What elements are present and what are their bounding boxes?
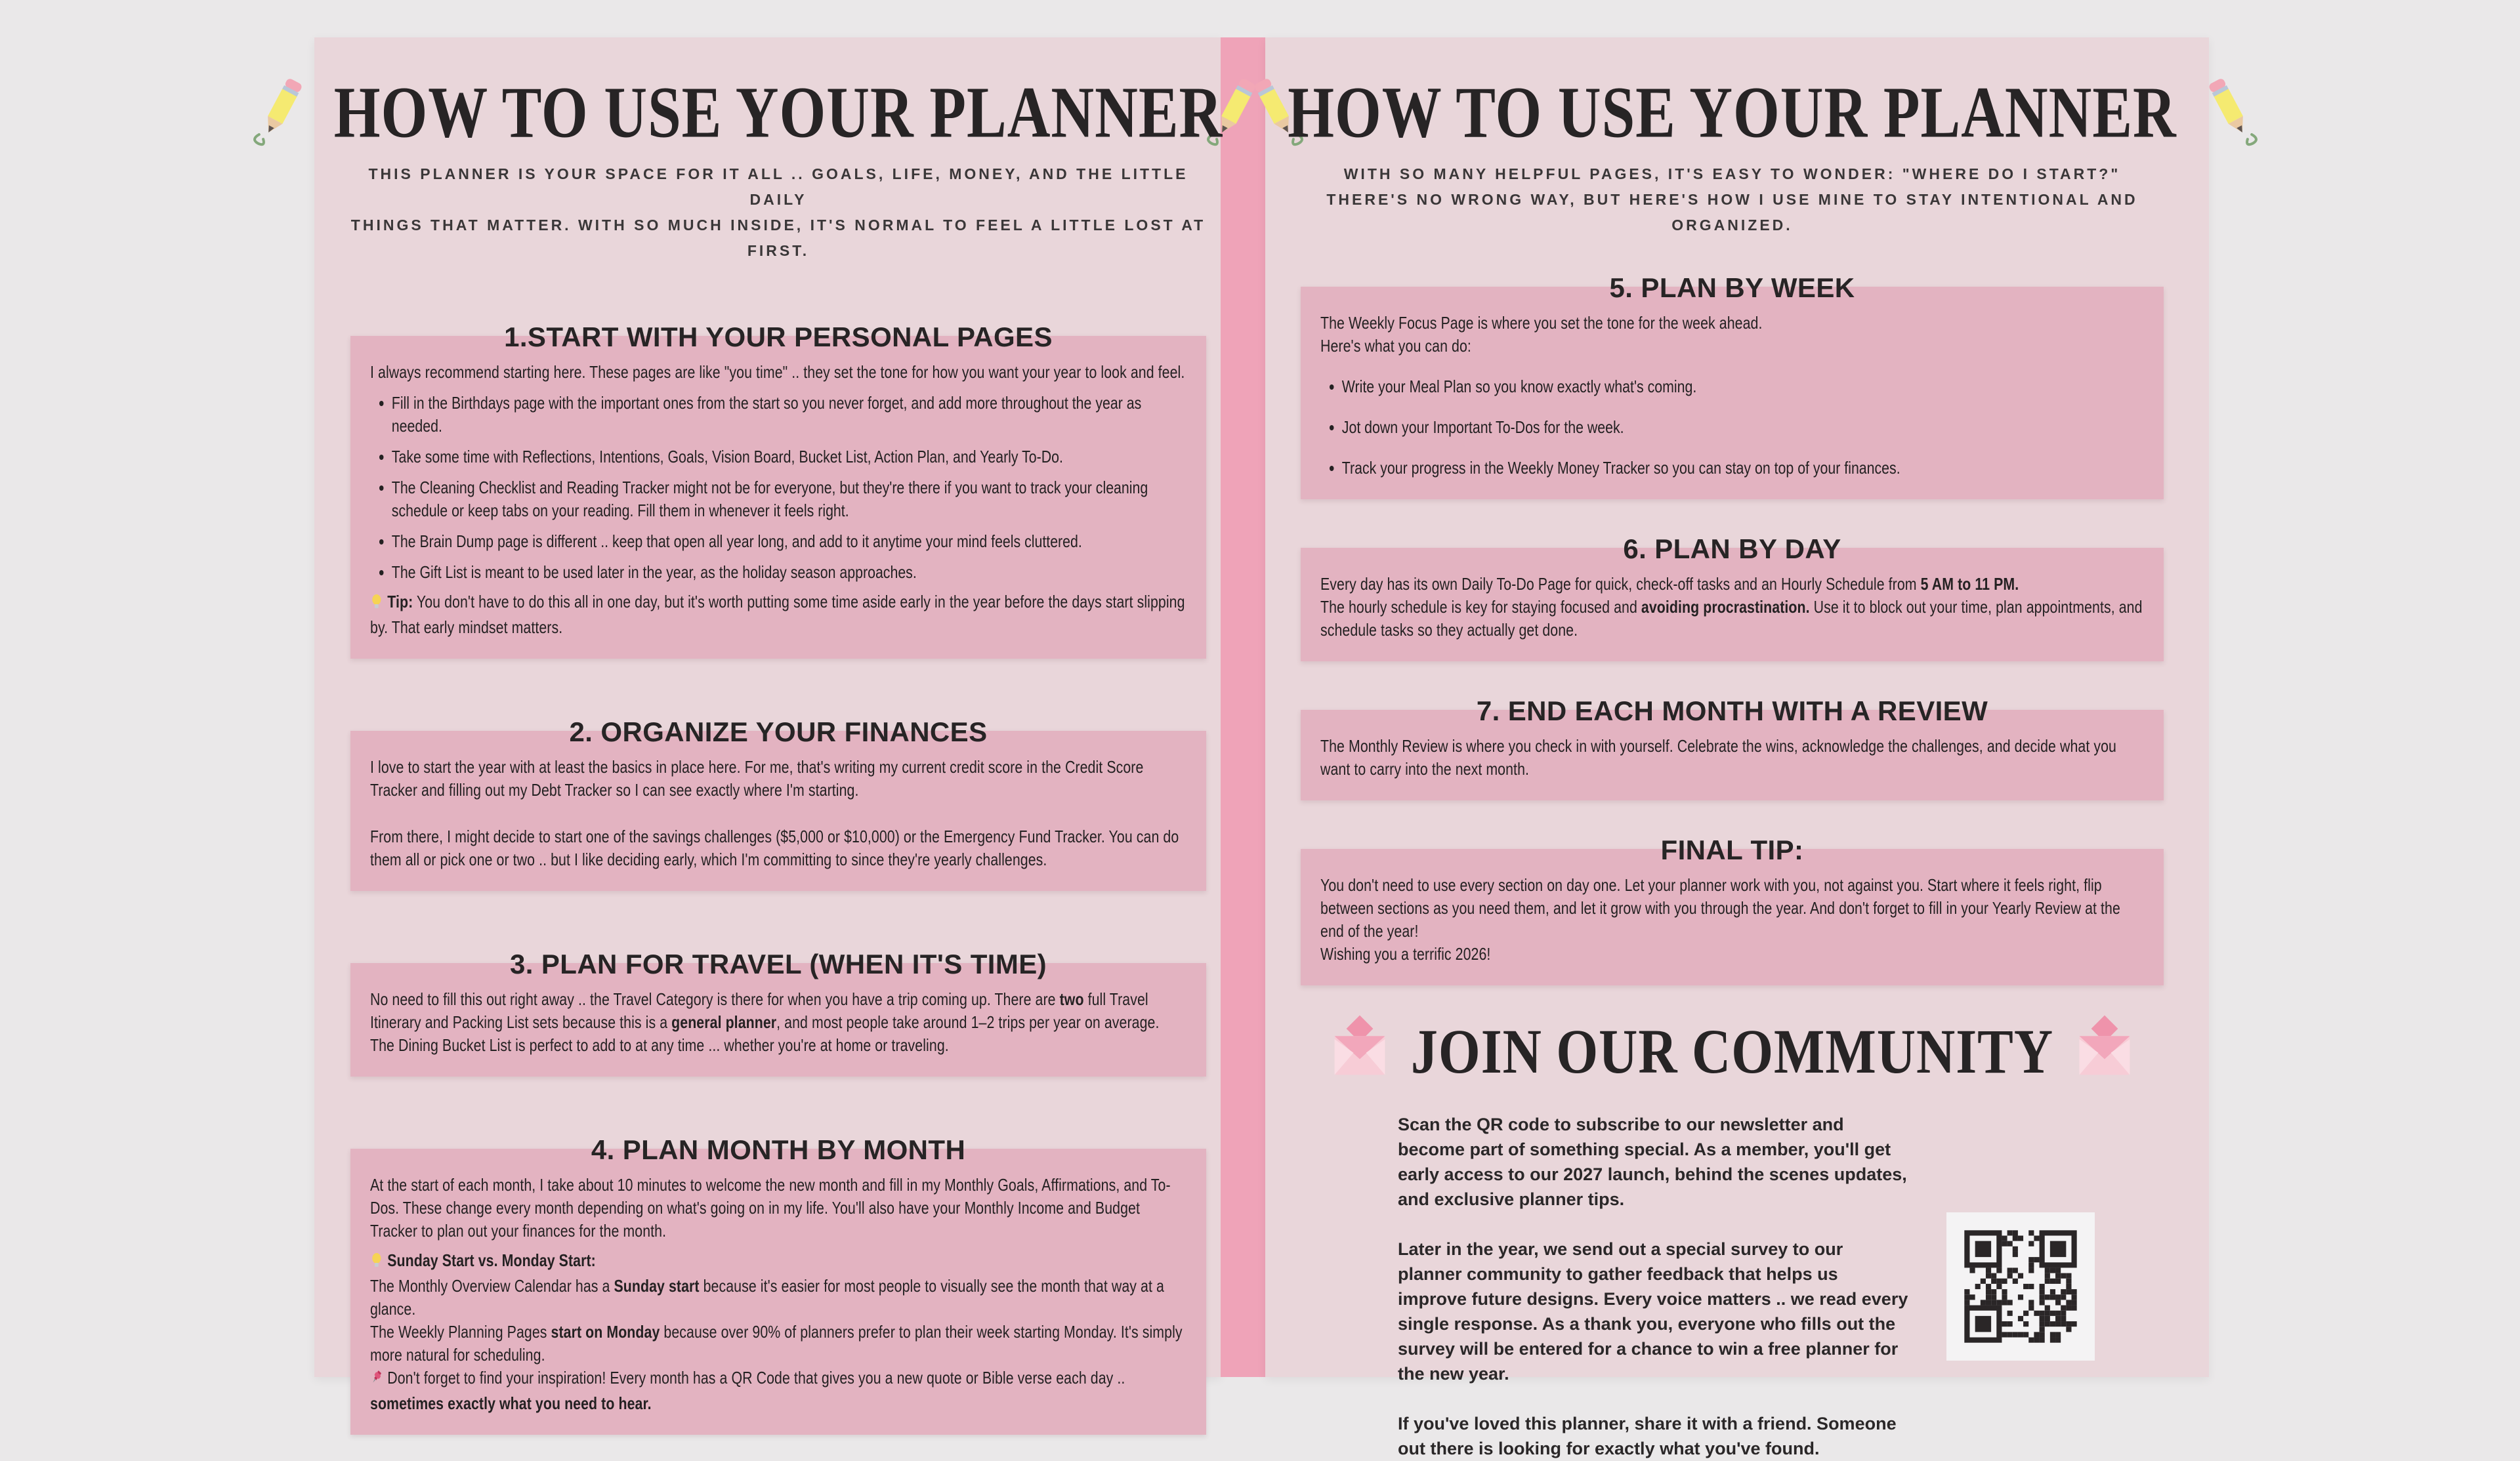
paragraph: The Dining Bucket List is perfect to add to at any time ... whether you're at home or traveling. [370, 1035, 949, 1056]
subheading-text: Sunday Start vs. Monday Start: [387, 1250, 596, 1271]
section-finances [350, 716, 1206, 891]
paragraph: The Weekly Planning Pages start on Monday because over 90% of planners prefer to plan their week starting Monday. It's simply more natural for scheduling. [370, 1322, 1183, 1365]
section-plan-by-day [1301, 533, 2164, 661]
section-heading: 6. PLAN BY DAY [1623, 533, 1841, 565]
section-heading: 7. END EACH MONTH WITH A REVIEW [1476, 695, 1988, 727]
pencil-icon [246, 75, 317, 150]
paragraph: I love to start the year with at least the basics in place here. For me, that's writing my current credit score in the Credit Score Tracker and filling out my Debt Tracker so I can see exactly where I'm starting. [370, 757, 1144, 800]
section-box [1301, 849, 2164, 985]
community-text [1398, 1112, 1908, 1461]
subtitle-line: THINGS THAT MATTER. WITH SO MUCH INSIDE, IT'S NORMAL TO FEEL A LITTLE LOST AT FIRST. [350, 216, 1206, 260]
bullet-list [370, 392, 1186, 584]
page-subtitle [1301, 161, 2164, 238]
list-item: • Write your Meal Plan so you know exactly what's coming. [1342, 375, 2145, 398]
tip-line [370, 590, 1186, 639]
pin-note [370, 1367, 1186, 1415]
pencil-icon [2194, 75, 2265, 150]
subtitle-line: THERE'S NO WRONG WAY, BUT HERE'S HOW I USE MINE TO STAY INTENTIONAL AND ORGANIZED. [1326, 191, 2138, 234]
community-header [1301, 1018, 2164, 1084]
section-intro: I always recommend starting here. These pages are like "you time" .. they set the tone for how you want your year to look and feel. [370, 362, 1185, 382]
envelope-icon [1328, 1018, 1391, 1084]
section-heading: 4. PLAN MONTH BY MONTH [591, 1134, 966, 1166]
right-page-header [1288, 72, 2177, 154]
section-heading: 1.START WITH YOUR PERSONAL PAGES [504, 321, 1053, 353]
subheading-line [370, 1249, 1186, 1275]
section-heading: 5. PLAN BY WEEK [1609, 272, 1855, 304]
section-heading: 2. ORGANIZE YOUR FINANCES [569, 716, 988, 748]
section-plan-by-week [1301, 272, 2164, 499]
paragraph: Scan the QR code to subscribe to our newsletter and become part of something special. As a member, you'll get early access to our 2027 launch, behind the scenes updates, and exclusive planner tips. [1398, 1115, 1907, 1210]
pin-note-text: Don't forget to find your inspiration! Every month has a QR Code that gives you a new quote or Bible verse each day .. sometimes exactly what you need to hear. [370, 1368, 1125, 1414]
paragraph: At the start of each month, I take about 10 minutes to welcome the new month and fill in my Monthly Goals, Affirmations, and To-Dos. These change every month depending on what's going on in my life. You'll also have your Monthly Income and Budget Tracker to plan out your finances for the month. [370, 1175, 1171, 1241]
page-title: HOW TO USE YOUR PLANNER [1288, 72, 2177, 154]
left-page-header [333, 72, 1223, 154]
page-subtitle [350, 161, 1206, 264]
bullet-list [1320, 375, 2144, 480]
qr-code [1946, 1212, 2095, 1361]
paragraph: You don't need to use every section on day one. Let your planner work with you, not against you. Start where it feels right, flip between sections as you need them, and let it grow with you through the year. And don't forget to fill in your Yearly Review at the end of the year! [1320, 875, 2120, 941]
list-item: • Take some time with Reflections, Intentions, Goals, Vision Board, Bucket List, Action Plan, and Yearly To-Do. [392, 445, 1187, 468]
paragraph: The Monthly Overview Calendar has a Sunday start because it's easier for most people to visually see the month that way at a glance. [370, 1276, 1164, 1319]
list-item: • The Brain Dump page is different .. keep that open all year long, and add to it anytime your mind feels cluttered. [392, 530, 1187, 553]
paragraph: If you've loved this planner, share it with a friend. Someone out there is looking for exactly what you've found. [1398, 1414, 1897, 1459]
paragraph: From there, I might decide to start one of the savings challenges ($5,000 or $10,000) or the Emergency Fund Tracker. You can do them all or pick one or two .. but I like deciding early, which I'm committing to since they're yearly challenges. [370, 827, 1179, 870]
list-item: • The Gift List is meant to be used later in the year, as the holiday season approaches. [392, 561, 1187, 584]
lightbulb-icon [370, 1252, 383, 1275]
paragraph: Later in the year, we send out a special survey to our planner community to gather feedback that helps us improve future designs. Every voice matters .. we read every single response. As a thank you, everyone who fills out the survey will be entered for a chance to win a free planner for the new year. [1398, 1239, 1908, 1384]
section-monthly [350, 1134, 1206, 1435]
community-section [1301, 1018, 2164, 1461]
section-box [350, 1149, 1206, 1435]
section-box [350, 731, 1206, 891]
list-item: • The Cleaning Checklist and Reading Tracker might not be for everyone, but they're there if you want to track your cleaning schedule or keep tabs on your reading. Fill them in whenever it feels right. [392, 476, 1187, 522]
section-heading: 3. PLAN FOR TRAVEL (WHEN IT'S TIME) [509, 949, 1047, 980]
left-page [314, 37, 1223, 1414]
paragraph: Every day has its own Daily To-Do Page for quick, check-off tasks and an Hourly Schedule from 5 AM to 11 PM. [1320, 574, 2019, 594]
tip-text: Tip: You don't have to do this all in one day, but it's worth putting some time aside early in the year before the days start slipping by. That early mindset matters. [370, 592, 1185, 638]
section-travel [350, 949, 1206, 1077]
section-box [1301, 287, 2164, 499]
paragraph: The Monthly Review is where you check in with yourself. Celebrate the wins, acknowledge the challenges, and decide what you want to carry into the next month. [1320, 736, 2116, 779]
list-item: • Jot down your Important To-Dos for the week. [1342, 416, 2145, 439]
paragraph: The hourly schedule is key for staying focused and avoiding procrastination. Use it to block out your time, plan appointments, and schedule tasks so they actually get done. [1320, 597, 2143, 640]
section-personal-pages [350, 321, 1206, 659]
subtitle-line: THIS PLANNER IS YOUR SPACE FOR IT ALL .. GOALS, LIFE, MONEY, AND THE LITTLE DAILY [368, 165, 1188, 209]
list-item: • Fill in the Birthdays page with the important ones from the start so you never forget, and add more throughout the year as needed. [392, 392, 1187, 438]
community-title: JOIN OUR COMMUNITY [1410, 1016, 2054, 1086]
section-intro: The Weekly Focus Page is where you set the tone for the week ahead. [1320, 313, 1763, 333]
section-heading: FINAL TIP: [1660, 834, 1804, 866]
planner-spread [314, 37, 2209, 1459]
right-page [1265, 37, 2209, 1459]
envelope-icon [2073, 1018, 2136, 1084]
page-title: HOW TO USE YOUR PLANNER [333, 72, 1223, 154]
lightbulb-icon [370, 593, 383, 616]
community-body [1301, 1112, 2164, 1461]
section-box [350, 336, 1206, 659]
section-final-tip [1301, 834, 2164, 985]
paragraph: No need to fill this out right away .. the Travel Category is there for when you have a trip coming up. There are two full Travel Itinerary and Packing List sets because this is a general planner, and most people take around 1–2 trips per year on average. [370, 989, 1160, 1033]
list-item: • Track your progress in the Weekly Money Tracker so you can stay on top of your finances. [1342, 457, 2145, 480]
closing-line: Wishing you a terrific 2026! [1320, 944, 1491, 964]
section-lead: Here's what you can do: [1320, 336, 1471, 356]
book-spine [1221, 37, 1265, 1377]
pushpin-icon [370, 1369, 383, 1392]
subtitle-line: WITH SO MANY HELPFUL PAGES, IT'S EASY TO WONDER: "WHERE DO I START?" [1343, 165, 2121, 182]
section-monthly-review [1301, 695, 2164, 800]
